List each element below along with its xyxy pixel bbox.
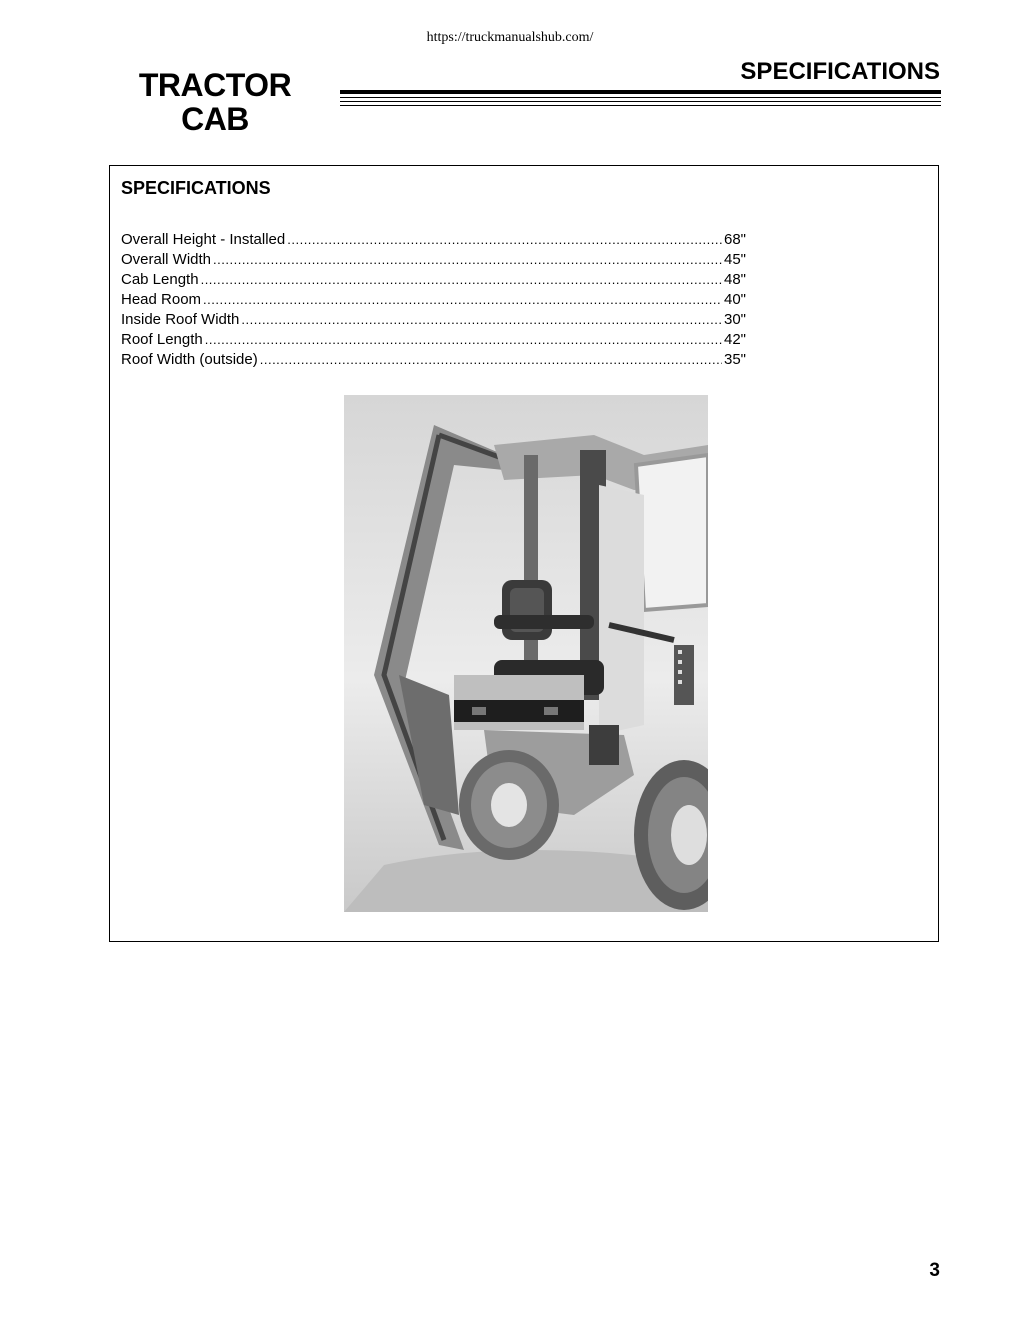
spec-row <box>121 330 746 350</box>
spec-label: Inside Roof Width <box>121 311 240 328</box>
spec-label: Cab Length <box>121 271 199 288</box>
header-rule-thin <box>340 105 941 106</box>
header-rule-thin <box>340 97 941 98</box>
spec-row <box>121 350 746 370</box>
spec-value: 68" <box>723 231 746 248</box>
spec-value: 45" <box>723 251 746 268</box>
spec-value: 40" <box>723 291 746 308</box>
spec-value: 30" <box>723 311 746 328</box>
header-rule-thin <box>340 101 941 102</box>
page-number: 3 <box>929 1260 940 1281</box>
specifications-heading: SPECIFICATIONS <box>121 178 271 198</box>
spec-label: Roof Length <box>121 331 203 348</box>
specifications-box <box>109 165 939 942</box>
spec-label: Overall Width <box>121 251 212 268</box>
title-line-2: CAB <box>181 101 249 137</box>
header-rule-thick <box>340 90 941 94</box>
section-header: SPECIFICATIONS <box>740 58 940 85</box>
spec-value: 48" <box>723 271 746 288</box>
dot-leader <box>260 350 722 370</box>
specifications-list <box>121 230 746 370</box>
dot-leader <box>201 270 722 290</box>
dot-leader <box>203 290 722 310</box>
dot-leader <box>205 330 722 350</box>
source-url: https://truckmanualshub.com/ <box>426 30 594 45</box>
tractor-cab-photo <box>344 395 708 912</box>
dot-leader <box>241 310 722 330</box>
spec-row <box>121 230 746 250</box>
spec-label: Overall Height - Installed <box>121 231 286 248</box>
spec-label: Head Room <box>121 291 202 308</box>
dot-leader <box>287 230 722 250</box>
document-title <box>120 68 310 136</box>
dot-leader <box>213 250 722 270</box>
spec-row <box>121 290 746 310</box>
title-line-1: TRACTOR <box>138 67 292 103</box>
spec-row <box>121 250 746 270</box>
spec-value: 35" <box>723 351 746 368</box>
spec-row <box>121 270 746 290</box>
spec-label: Roof Width (outside) <box>121 351 258 368</box>
spec-row <box>121 310 746 330</box>
spec-value: 42" <box>723 331 746 348</box>
